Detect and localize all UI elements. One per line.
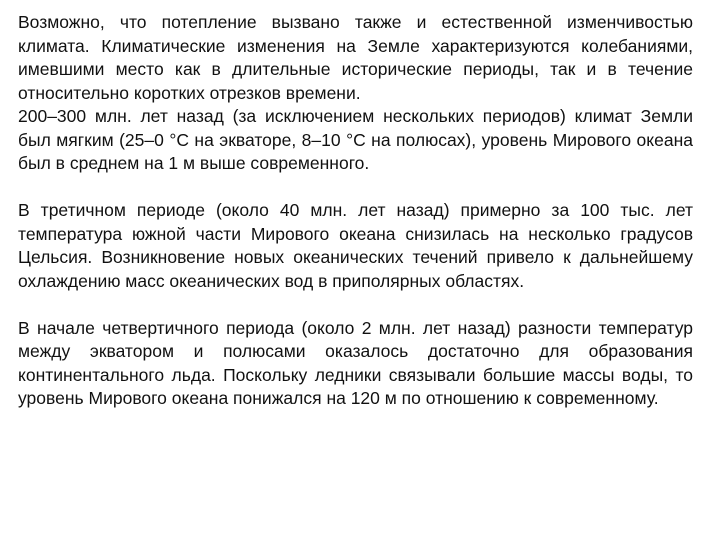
document-body [18,11,693,411]
paragraph-gap [18,176,693,200]
paragraph-gap [18,293,693,317]
paragraph-mild-climate: 200–300 млн. лет назад (за исключением нескольких периодов) климат Земли был мягким (25–0 °С на экваторе, 8–10 °С на полюсах), уровень Мирового океана был в среднем на 1 м выше современного. [18,106,693,173]
paragraph-quaternary-period: В начале четвертичного периода (около 2 млн. лет назад) разности температур между экватором и полюсами оказалось достаточно для образования континентального льда. Поскольку ледники связывали большие массы воды, то уровень Мирового океана понижался на 120 м по отношению к современному. [18,317,693,408]
paragraph-natural-variability: Возможно, что потепление вызвано также и естественной изменчивостью климата. Климатические изменения на Земле характеризуются колебаниями, имевшими место как в длительные исторические периоды, так и в течение относительно коротких отрезков времени. [18,12,693,103]
paragraph-tertiary-period: В третичном периоде (около 40 млн. лет назад) примерно за 100 тыс. лет температура южной части Мирового океана снизилась на несколько градусов Цельсия. Возникновение новых океанических течений привело к дальнейшему охлаждению масс океанических вод в приполярных областях. [18,200,693,291]
